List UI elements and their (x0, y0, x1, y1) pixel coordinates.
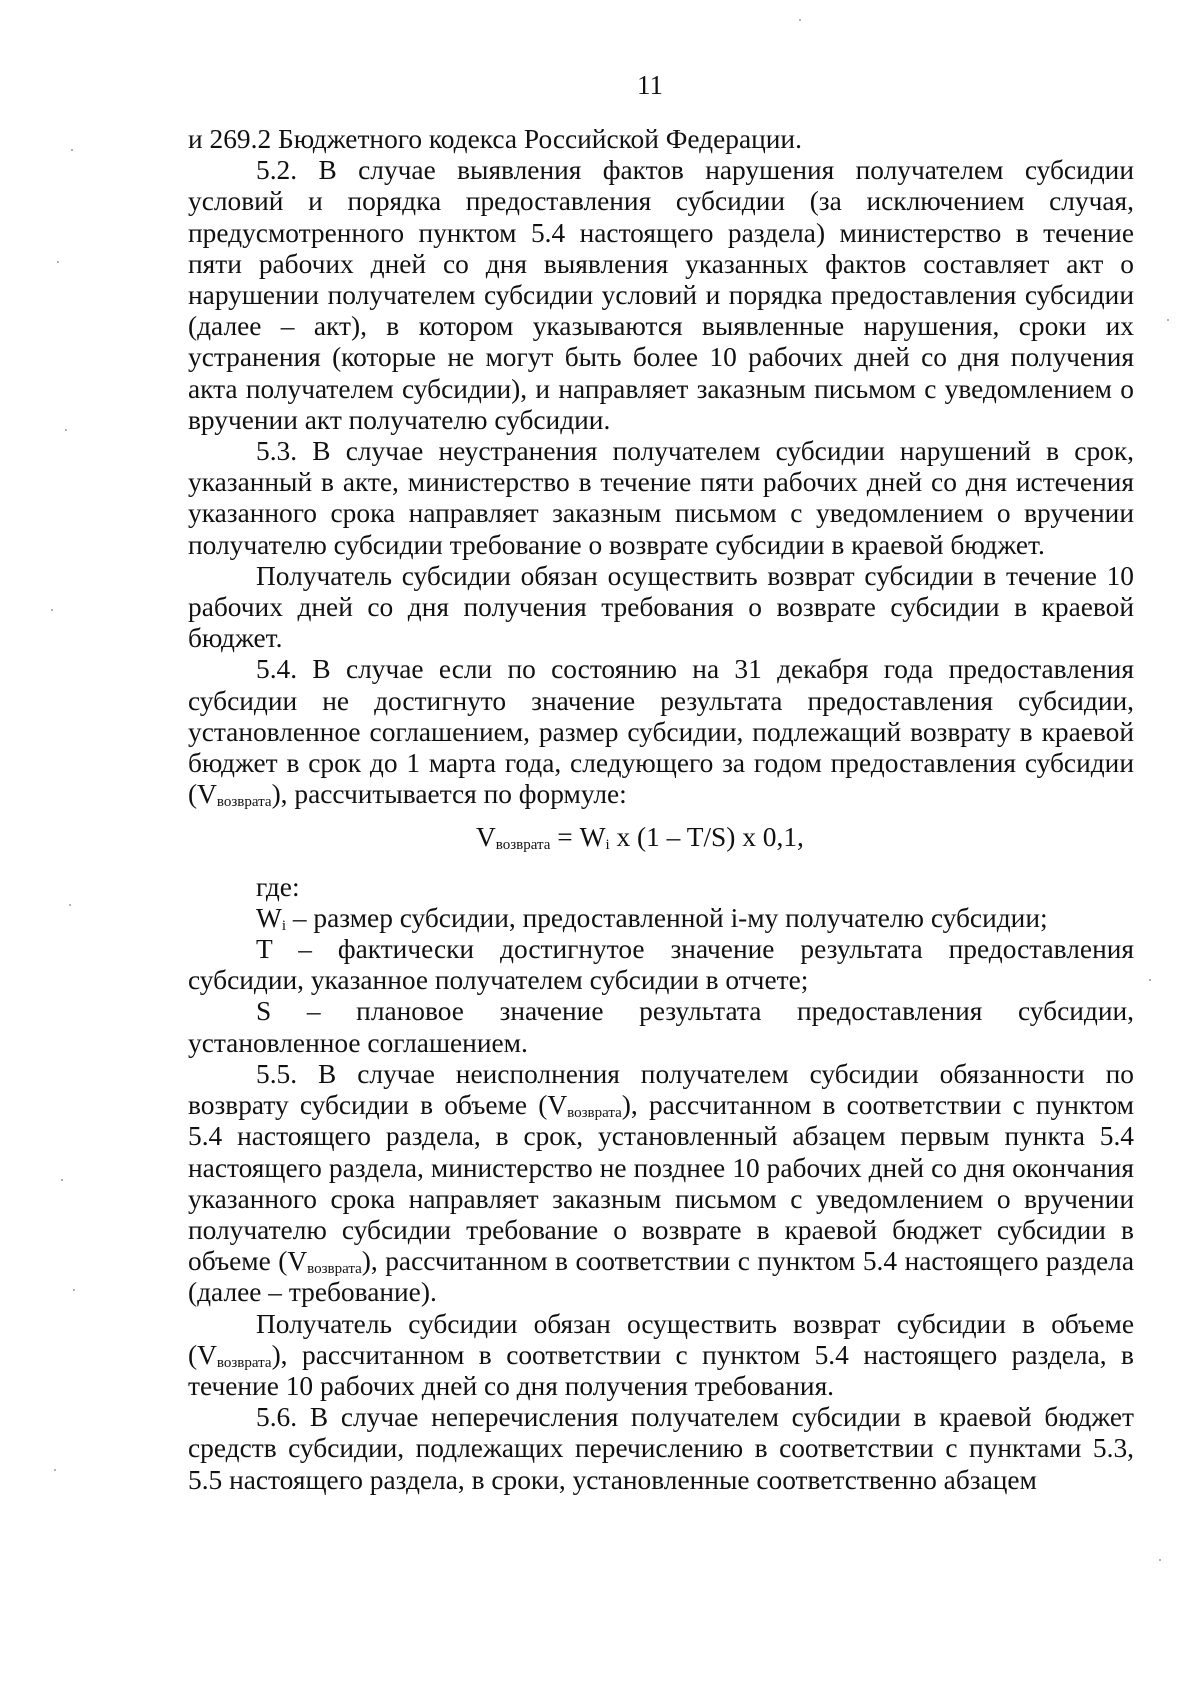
subscript: i (281, 917, 287, 934)
paragraph: 5.4. В случае если по состоянию на 31 декабря года предоставления субсидии не достигнуто значение результата предоставления субсидии, установленное соглашением, размер субсидии, подлежащий возврату в краевой бюджет в срок до 1 марта года, следующего за годом предоставления субсидии $(V_{возврата})$, рассчитывается по формуле: (188, 654, 1134, 811)
paragraph: 5.5. В случае неисполнения получателем субсидии обязанности по возврату субсидии в объеме $(V_{возврата})$, рассчитанном в соответствии с пунктом 5.4 настоящего раздела, в срок, установленный абзацем первым пункта 5.4 настоящего раздела, министерство не позднее 10 рабочих дней со дня окончания указанного срока направляет заказным письмом с уведомлением о вручении получателю субсидии требование о возврате в краевой бюджет субсидии в объеме $(V_{возврата})$, рассчитанном в соответствии с пунктом 5.4 настоящего раздела (далее – требование). (188, 1058, 1134, 1308)
subscript: i (605, 837, 610, 854)
subscript: возврата (216, 1354, 272, 1371)
paragraph: Получатель субсидии обязан осуществить возврат субсидии в течение 10 рабочих дней со дня получения требования о возврате субсидии в краевой бюджет. (188, 560, 1134, 654)
subscript: возврата (567, 1105, 622, 1122)
document-body (188, 124, 1134, 1496)
paragraph: Получатель субсидии обязан осуществить возврат субсидии в объеме $(V_{возврата})$, рассчитанном в соответствии с пунктом 5.4 настоящего раздела, в течение 10 рабочих дней со дня получения требования. (188, 1308, 1134, 1401)
paragraph: где: (256, 871, 300, 902)
paragraph: $W_i$ – размер субсидии, предоставленной i-му получателю субсидии; (256, 902, 1048, 934)
paragraph: S – плановое значение результата предоставления субсидии, установленное соглашением. (188, 996, 1134, 1058)
page-number: 11 (637, 70, 663, 100)
paragraph: 5.6. В случае неперечисления получателем субсидии в краевой бюджет средств субсидии, подлежащих перечислению в соответствии с пунктами 5.3, 5.5 настоящего раздела, в сроки, установленные соответственно абзацем (188, 1402, 1134, 1495)
paragraph: 5.2. В случае выявления фактов нарушения получателем субсидии условий и порядка предоставления субсидии (за исключением случая, предусмотренного пунктом 5.4 настоящего раздела) министерство в течение пяти рабочих дней со дня выявления указанных фактов составляет акт о нарушении получателем субсидии условий и порядка предоставления субсидии (далее – акт), в котором указываются выявленные нарушения, сроки их устранения (которые не могут быть более 10 рабочих дней со дня получения акта получателем субсидии), и направляет заказным письмом с уведомлением о вручении акт получателю субсидии. (188, 155, 1134, 435)
subscript: возврата (495, 837, 551, 854)
subscript: возврата (216, 794, 272, 811)
paragraph: T – фактически достигнутое значение результата предоставления субсидии, указанное получателем субсидии в отчете; (188, 934, 1134, 996)
subscript: возврата (307, 1261, 362, 1278)
paragraph: и 269.2 Бюджетного кодекса Российской Федерации. (188, 124, 802, 154)
paragraph: 5.3. В случае неустранения получателем субсидии нарушений в срок, указанный в акте, министерство в течение пяти рабочих дней со дня истечения указанного срока направляет заказным письмом с уведомлением о вручении получателю субсидии требование о возврате субсидии в краевой бюджет. (188, 436, 1134, 560)
formula: $V_{возврата} = W_i$ x (1 – T/S) x 0,1, (476, 822, 804, 854)
